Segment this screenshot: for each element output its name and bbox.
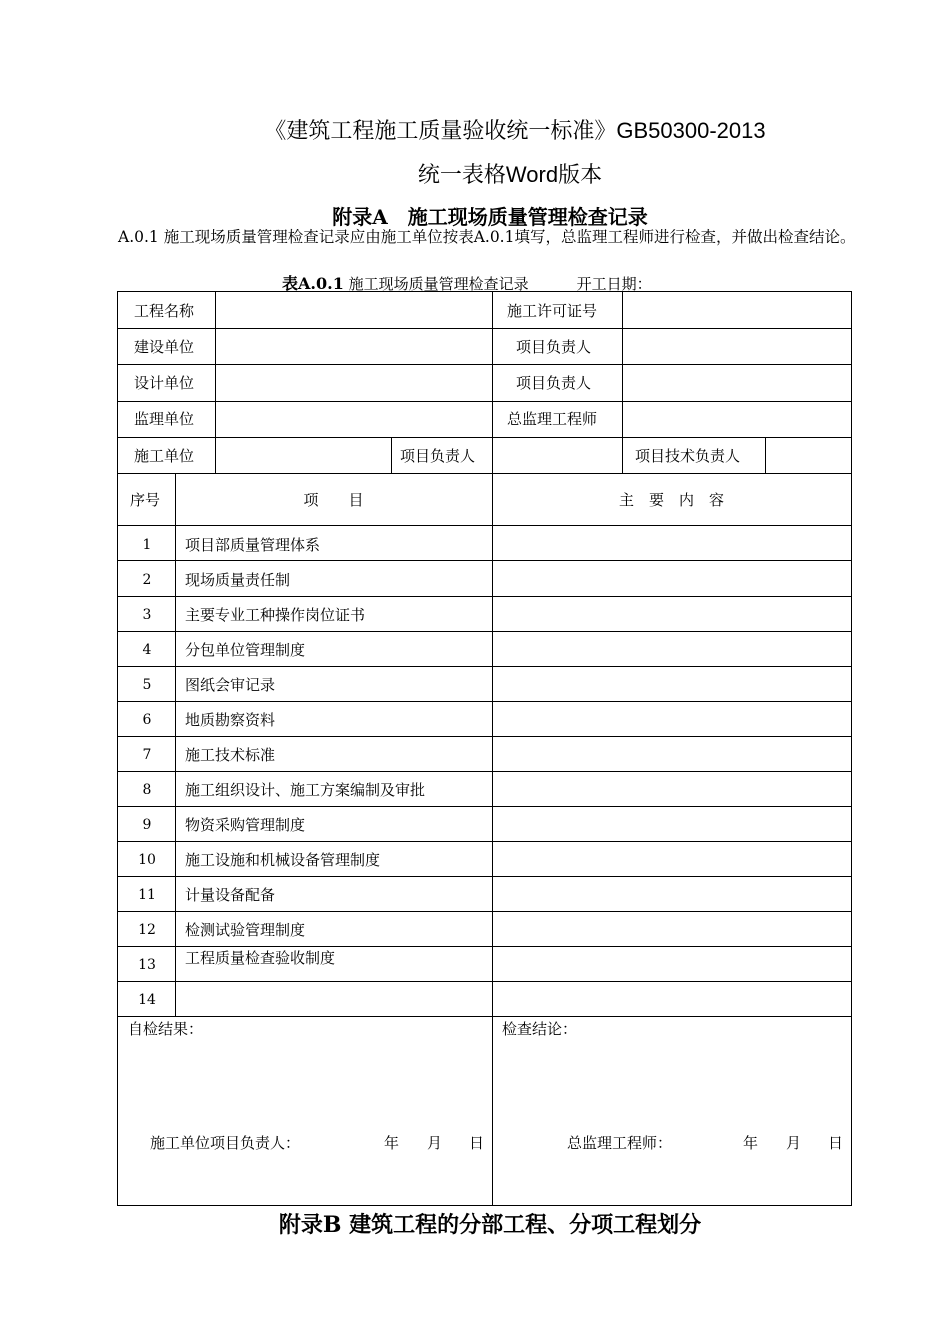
row-item: 分包单位管理制度 <box>185 641 306 659</box>
row-no: 12 <box>138 922 156 938</box>
row-no: 5 <box>142 677 152 693</box>
row-item: 图纸会审记录 <box>185 676 276 694</box>
row-item: 项目部质量管理体系 <box>185 536 321 554</box>
row-item: 施工组织设计、施工方案编制及审批 <box>185 781 426 799</box>
row-item: 现场质量责任制 <box>185 571 291 589</box>
row-item: 地质勘察资料 <box>185 711 276 729</box>
row-item: 计量设备配备 <box>185 886 276 904</box>
row-item: 工程质量检查验收制度 <box>185 949 336 967</box>
row-no: 13 <box>138 957 156 973</box>
owner-unit-label: 建设单位 <box>134 338 195 356</box>
contractor-manager-signature: 施工单位项目负责人： <box>150 1134 301 1152</box>
construction-unit-label: 施工单位 <box>134 447 195 465</box>
technical-manager-label: 项目技术负责人 <box>635 447 741 465</box>
intro-paragraph: A.0.1 施工现场质量管理检查记录应由施工单位按表A.0.1填写，总监理工程师进行检查，并做出检查结论。 <box>118 228 856 246</box>
appendix-b-title: 附录B 建筑工程的分部工程、分项工程划分 <box>278 1212 702 1238</box>
design-unit-label: 设计单位 <box>134 374 195 392</box>
row-item: 检测试验管理制度 <box>185 921 306 939</box>
start-date-label: 开工日期： <box>576 275 652 293</box>
row-item: 施工技术标准 <box>185 746 276 764</box>
date-day: 日 <box>469 1134 485 1152</box>
table-caption-text: 施工现场质量管理检查记录 <box>348 275 529 293</box>
row-item: 物资采购管理制度 <box>185 816 306 834</box>
conclusion-label: 检查结论： <box>502 1020 578 1038</box>
permit-no-label: 施工许可证号 <box>507 302 598 320</box>
chief-supervisor-label: 总监理工程师 <box>507 410 598 428</box>
row-no: 10 <box>138 852 156 868</box>
row-no: 4 <box>142 642 152 658</box>
col-content-header: 主 要 内 容 <box>618 491 724 509</box>
date-day: 日 <box>828 1134 844 1152</box>
row-no: 3 <box>142 607 152 623</box>
row-no: 2 <box>142 572 152 588</box>
document-subtitle: 统一表格Word版本 <box>417 162 603 187</box>
construction-manager-label: 项目负责人 <box>400 447 476 465</box>
col-no-header: 序号 <box>130 491 161 509</box>
supervision-unit-label: 监理单位 <box>134 410 195 428</box>
document-title: 《建筑工程施工质量验收统一标准》GB50300-2013 <box>264 118 766 143</box>
date-year: 年 <box>743 1134 759 1152</box>
quality-management-table <box>117 291 852 1206</box>
row-item: 主要专业工种操作岗位证书 <box>185 606 366 624</box>
owner-manager-label: 项目负责人 <box>516 338 592 356</box>
row-no: 6 <box>142 712 152 728</box>
chief-engineer-signature: 总监理工程师： <box>567 1134 673 1152</box>
row-no: 8 <box>142 782 152 798</box>
self-check-label: 自检结果： <box>128 1020 204 1038</box>
col-item-header: 项 目 <box>303 491 364 509</box>
row-no: 1 <box>142 537 152 553</box>
row-no: 9 <box>142 817 152 833</box>
date-year: 年 <box>384 1134 400 1152</box>
row-no: 7 <box>142 747 152 763</box>
project-name-label: 工程名称 <box>134 302 195 320</box>
row-no: 11 <box>138 887 156 903</box>
date-month: 月 <box>427 1134 443 1152</box>
row-no: 14 <box>138 992 156 1008</box>
table-caption-number: 表A.0.1 <box>282 274 344 293</box>
row-item: 施工设施和机械设备管理制度 <box>185 851 381 869</box>
date-month: 月 <box>786 1134 802 1152</box>
appendix-a-title: 附录A 施工现场质量管理检查记录 <box>332 205 648 229</box>
design-manager-label: 项目负责人 <box>516 374 592 392</box>
